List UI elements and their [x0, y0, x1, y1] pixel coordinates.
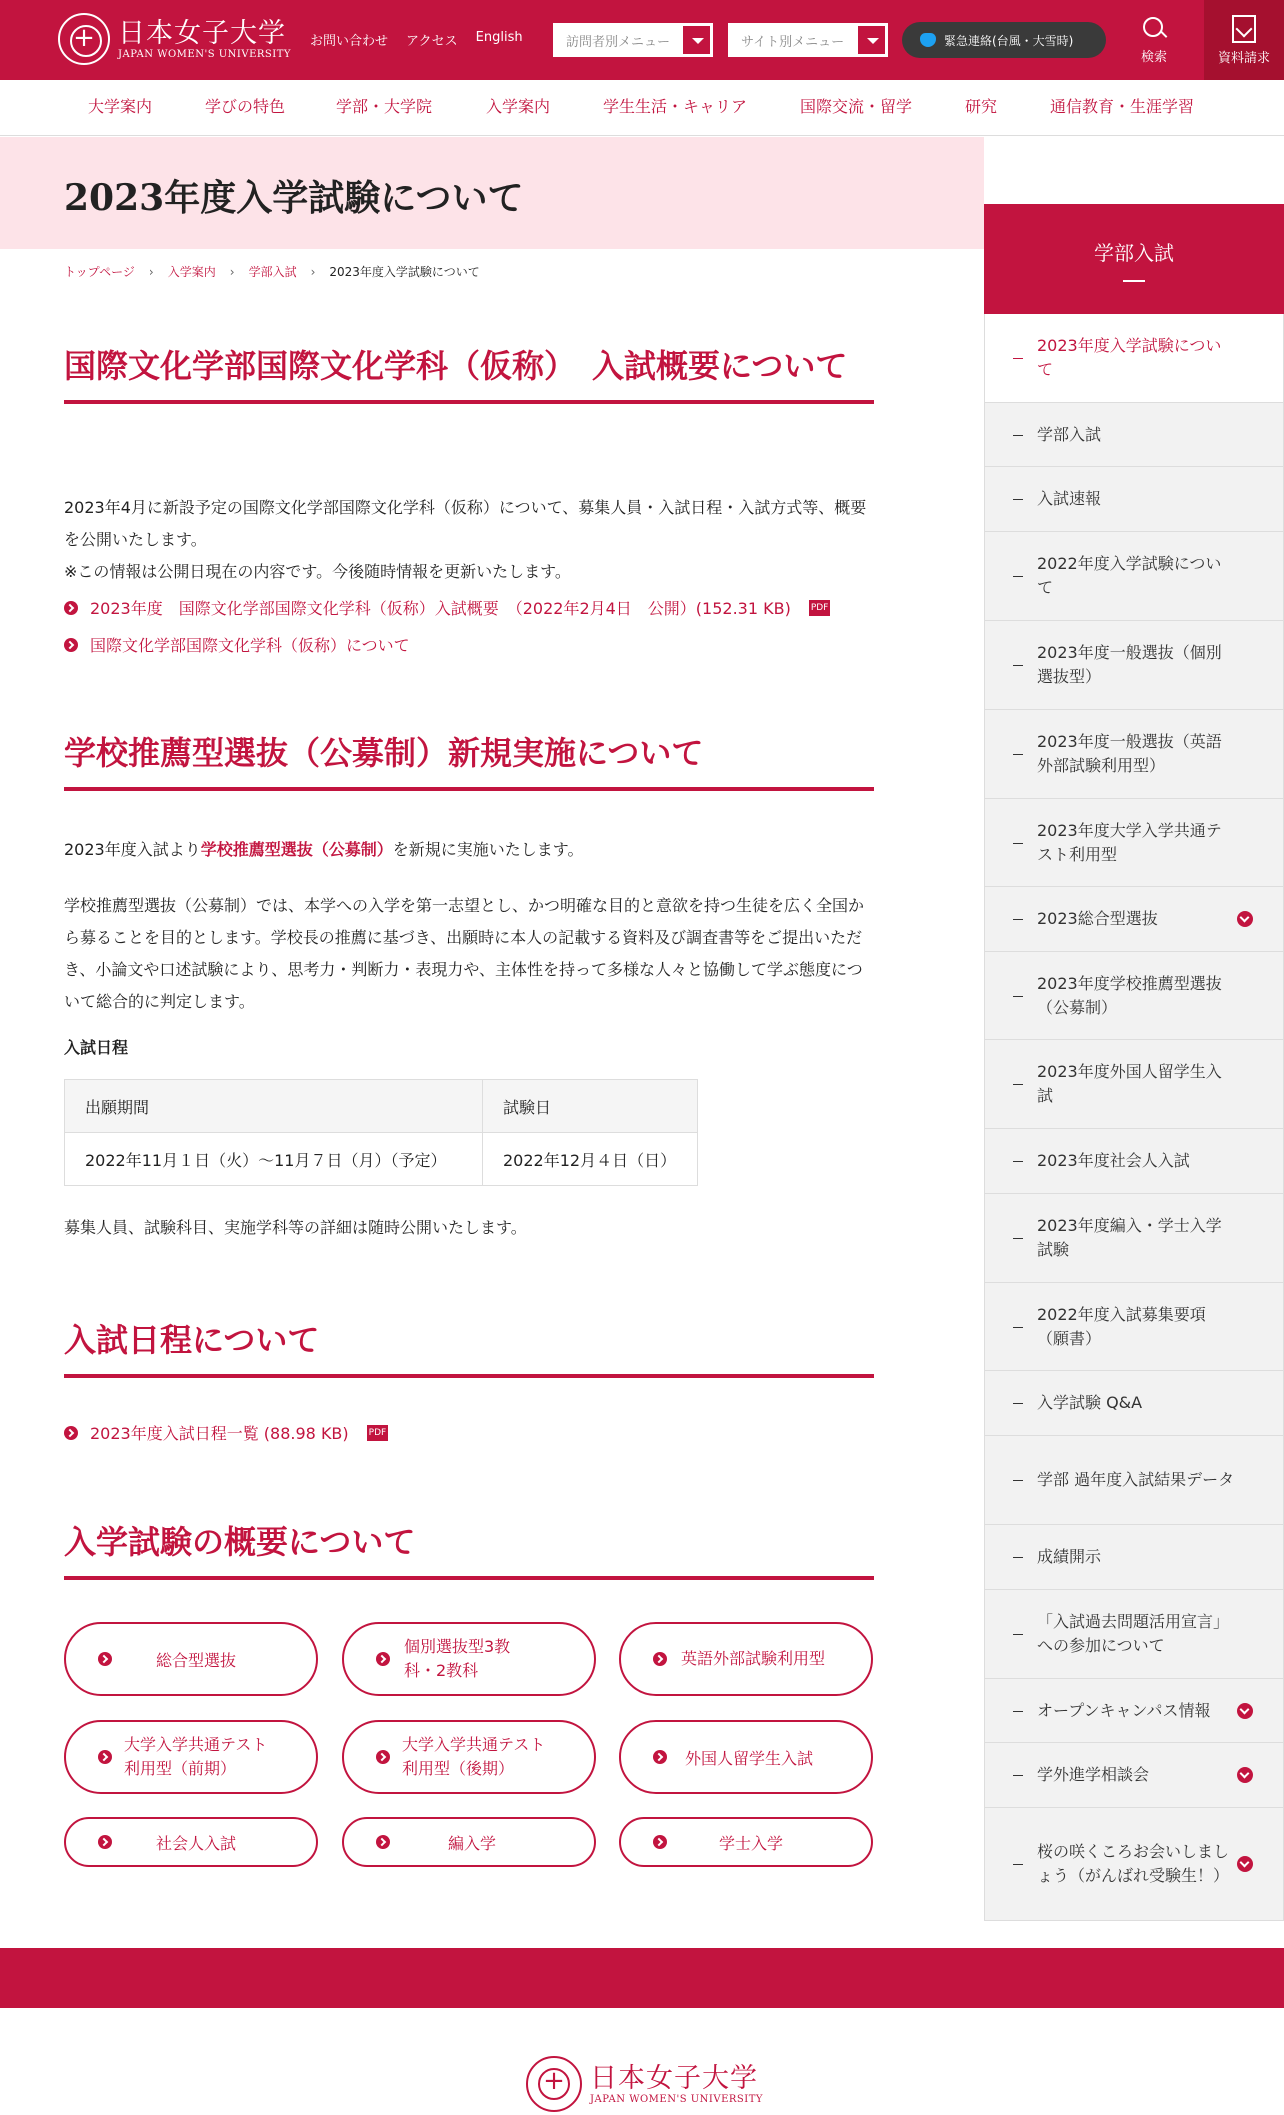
arrow-circle-icon: [376, 1835, 390, 1849]
twitter-icon: [920, 33, 936, 47]
sidebar-item-adult[interactable]: [984, 1129, 1284, 1194]
table-header: 出願期間: [65, 1080, 483, 1133]
global-nav: [0, 80, 1284, 136]
sidebar-item-label: 成績開示: [1037, 1547, 1102, 1566]
arrow-circle-icon: [98, 1835, 112, 1849]
logo-name-en: JAPAN WOMEN'S UNIVERSITY: [118, 48, 291, 60]
table-header: 試験日: [483, 1080, 698, 1133]
footer-logo[interactable]: [526, 2056, 763, 2112]
section-text: [64, 834, 874, 866]
arrow-circle-icon: [98, 1750, 112, 1764]
table-row: [65, 1133, 698, 1186]
button-label: 総合型選抜: [156, 1650, 237, 1670]
arrow-circle-icon: [653, 1750, 667, 1764]
arrow-circle-icon: [64, 1426, 78, 1440]
search-button[interactable]: [1112, 0, 1196, 80]
sidebar-item-label: 学部 過年度入試結果データ: [1037, 1470, 1235, 1489]
table-cell: 2022年11月１日（火）〜11月７日（月）（予定）: [65, 1133, 483, 1186]
chevron-down-icon: [856, 24, 887, 56]
schedule-table: [64, 1079, 698, 1186]
breadcrumb-separator-icon: ›: [229, 264, 235, 279]
sidebar-item-cheer[interactable]: [984, 1808, 1284, 1921]
button-label: 編入学: [448, 1833, 497, 1853]
site-menu-select[interactable]: [728, 23, 888, 57]
link-label: 2023年度入試日程一覧 (88.98 KB): [90, 1424, 349, 1443]
intro-text: 2023年度入試より: [64, 840, 201, 859]
gnav-item-international[interactable]: 国際交流・留学: [800, 97, 913, 116]
sidebar-item-label: 学外進学相談会: [1037, 1765, 1150, 1784]
sidebar-item-label: 入試速報: [1037, 489, 1102, 508]
sidebar-item-label: 2022年度入学試験について: [1037, 554, 1222, 597]
arrow-circle-icon: [376, 1750, 390, 1764]
chevron-down-icon[interactable]: [1237, 1856, 1253, 1872]
sidebar-item-label: 2023年度大学入学共通テスト利用型: [1037, 820, 1222, 864]
sidebar-item-2023-exams[interactable]: [984, 314, 1284, 403]
arrow-circle-icon: [653, 1652, 667, 1666]
search-label: 検索: [1140, 49, 1167, 65]
breadcrumb-home[interactable]: トップページ: [64, 265, 135, 279]
emergency-label: 緊急連絡(台風・大雪時): [944, 33, 1074, 48]
link-label: 国際文化学部国際文化学科（仮称）について: [90, 636, 410, 655]
sidebar-item-label: 2023年度社会人入試: [1037, 1151, 1190, 1170]
arrow-circle-icon: [64, 601, 78, 615]
sidebar-item-past-results[interactable]: [984, 1436, 1284, 1525]
section-heading-recommendation: 学校推薦型選抜（公募制）新規実施について: [64, 731, 874, 791]
university-seal-icon: [58, 13, 110, 65]
contact-link[interactable]: お問い合わせ: [310, 34, 389, 49]
table-cell: 2022年12月４日（日）: [483, 1133, 698, 1186]
sidebar-item-label: 2023年度一般選抜（英語外部試験利用型）: [1037, 732, 1222, 775]
gnav-item-about[interactable]: 大学案内: [88, 97, 153, 116]
sidebar-item-general-individual[interactable]: [984, 621, 1284, 710]
document-icon: [1232, 15, 1256, 43]
sidebar-item-past-questions[interactable]: [984, 1590, 1284, 1679]
footer-logo-name-en: JAPAN WOMEN'S UNIVERSITY: [590, 2093, 763, 2105]
sidebar-item-news[interactable]: [984, 467, 1284, 532]
sidebar-item-recommendation[interactable]: [984, 952, 1284, 1040]
chevron-down-icon: [681, 24, 712, 56]
button-label: 大学入学共通テスト利用型（前期）: [124, 1735, 268, 1778]
chevron-down-icon[interactable]: [1237, 1703, 1253, 1719]
link-intl-faculty[interactable]: [64, 633, 410, 656]
breadcrumb-separator-icon: ›: [310, 264, 316, 279]
sidebar-item-label: 「入試過去問題活用宣言」への参加について: [1037, 1612, 1230, 1655]
button-label: 外国人留学生入試: [685, 1748, 814, 1768]
section-heading-overview: 入学試験の概要について: [64, 1520, 874, 1580]
exam-button-comprehensive[interactable]: [64, 1622, 318, 1696]
sidebar-item-international[interactable]: [984, 1040, 1284, 1129]
sidebar-item-label: 2023年度一般選抜（個別選抜型）: [1037, 643, 1222, 686]
gnav-item-faculties[interactable]: 学部・大学院: [336, 97, 433, 116]
gnav-item-research[interactable]: 研究: [965, 97, 998, 116]
visitor-menu-label: 訪問者別メニュー: [566, 34, 671, 50]
button-label: 個別選抜型3教科・2教科: [404, 1637, 511, 1680]
sidebar-item-label: 桜の咲くころお会いしましょう（がんばれ受験生！）: [1037, 1842, 1230, 1885]
schedule-heading: 入試日程: [64, 1038, 129, 1057]
button-label: 英語外部試験利用型: [681, 1649, 826, 1668]
access-link[interactable]: アクセス: [406, 34, 458, 49]
link-label: 2023年度 国際文化学部国際文化学科（仮称）入試概要 （2022年2月4日 公開）(152.31 KB): [90, 599, 791, 618]
utility-links: [310, 30, 523, 49]
button-label: 大学入学共通テスト利用型（後期）: [402, 1735, 546, 1778]
breadcrumb-current: 2023年度入学試験について: [329, 265, 480, 279]
exam-button-international-students[interactable]: [619, 1720, 873, 1794]
arrow-circle-icon: [64, 638, 78, 652]
sidebar-item-open-campus[interactable]: [984, 1679, 1284, 1743]
request-materials-button[interactable]: [1204, 0, 1284, 80]
arrow-circle-icon: [98, 1652, 112, 1666]
exam-button-english[interactable]: [619, 1622, 873, 1696]
breadcrumb: [64, 263, 480, 280]
visitor-menu-select[interactable]: [553, 23, 713, 57]
pdf-link-intl-overview[interactable]: [64, 596, 830, 619]
pdf-icon: PDF: [809, 600, 831, 616]
arrow-circle-icon: [653, 1835, 667, 1849]
section-note: ※この情報は公開日現在の内容です。今後随時情報を更新いたします。: [64, 562, 571, 581]
sidebar-heading-label: 学部入試: [1094, 240, 1174, 265]
breadcrumb-undergrad[interactable]: 学部入試: [248, 265, 297, 279]
gnav-item-features[interactable]: 学びの特色: [205, 97, 286, 116]
sidebar-item-undergrad[interactable]: [984, 403, 1284, 467]
sidebar-item-label: 2023年度編入・学士入学試験: [1037, 1216, 1222, 1259]
exam-button-individual[interactable]: [342, 1622, 596, 1696]
chevron-down-icon[interactable]: [1237, 911, 1253, 927]
gnav-item-student-life[interactable]: 学生生活・キャリア: [603, 97, 748, 116]
section-heading-intl-culture: 国際文化学部国際文化学科（仮称） 入試概要について: [64, 344, 874, 404]
sidebar-item-common-test[interactable]: [984, 799, 1284, 887]
exam-button-adult[interactable]: [64, 1817, 318, 1867]
sidebar-item-label: 2023年度学校推薦型選抜（公募制）: [1037, 973, 1222, 1017]
search-icon: [1141, 16, 1167, 42]
exam-button-transfer[interactable]: [342, 1817, 596, 1867]
site-menu-label: サイト別メニュー: [741, 34, 845, 50]
section-text: 学校推薦型選抜（公募制）では、本学への入学を第一志望とし、かつ明確な目的と意欲を持つ生徒を広く全国から募ることを目的とします。学校長の推薦に基づき、出願時に本人の記載する資料及び調査書等をご提出いただき、小論文や口述試験により、思考力・判断力・表現力や、主体性を持って多様な人々と協働して学ぶ態度について総合的に判定します。: [64, 896, 865, 1011]
sidebar-item-label: 2023年度外国人留学生入試: [1037, 1062, 1222, 1105]
sidebar-item-label: オープンキャンパス情報: [1037, 1700, 1211, 1720]
breadcrumb-admissions[interactable]: 入学案内: [167, 265, 216, 279]
sidebar-item-label: 入学試験 Q&A: [1037, 1393, 1143, 1412]
section-heading-schedule: 入試日程について: [64, 1318, 874, 1378]
gnav-item-distance-learning[interactable]: 通信教育・生涯学習: [1050, 97, 1195, 116]
sidebar-item-label: 2023総合型選抜: [1037, 909, 1158, 928]
sidebar-heading[interactable]: [984, 204, 1284, 314]
sidebar-item-transfer[interactable]: [984, 1194, 1284, 1283]
sidebar-item-comprehensive[interactable]: [984, 887, 1284, 952]
exam-button-common-test-early[interactable]: [64, 1720, 318, 1794]
section-text: 2023年4月に新設予定の国際文化学部国際文化学科（仮称）について、募集人員・入試日程・入試方式等、概要を公開いたします。: [64, 498, 867, 549]
section-note: 募集人員、試験科目、実施学科等の詳細は随時公開いたします。: [64, 1218, 527, 1237]
exam-button-bachelor[interactable]: [619, 1817, 873, 1867]
university-seal-icon: [526, 2056, 582, 2112]
pdf-icon: PDF: [367, 1425, 389, 1441]
footer-band: [0, 1948, 1284, 2008]
sidebar-item-faq[interactable]: [984, 1371, 1284, 1436]
sidebar-item-score-disclosure[interactable]: [984, 1525, 1284, 1590]
sidebar-item-label: 学部入試: [1037, 424, 1102, 444]
site-logo[interactable]: [58, 13, 291, 65]
sidebar-item-guidelines[interactable]: [984, 1283, 1284, 1371]
page-title: 2023年度入学試験について: [64, 177, 524, 219]
sidebar-item-general-english[interactable]: [984, 710, 1284, 799]
request-label: 資料請求: [1217, 50, 1270, 66]
emergency-twitter-button[interactable]: [902, 22, 1106, 58]
gnav-item-admissions[interactable]: 入学案内: [486, 97, 551, 116]
sidebar-item-label: 2022年度入試募集要項（願書）: [1037, 1304, 1206, 1348]
table-header-row: [65, 1080, 698, 1133]
breadcrumb-separator-icon: ›: [148, 264, 154, 279]
button-label: 社会人入試: [156, 1833, 237, 1853]
intro-emphasis: 学校推薦型選抜（公募制）: [200, 840, 393, 859]
intro-text: を新規に実施いたします。: [392, 840, 584, 859]
sidebar-item-consultation[interactable]: [984, 1743, 1284, 1808]
pdf-link-schedule[interactable]: [64, 1421, 388, 1444]
site-header: [0, 0, 1284, 80]
english-link[interactable]: English: [475, 30, 523, 45]
logo-name-ja: 日本女子大学: [118, 17, 286, 49]
sidebar: [984, 204, 1284, 1921]
footer-logo-name-ja: 日本女子大学: [590, 2062, 758, 2094]
button-label: 学士入学: [719, 1833, 784, 1853]
exam-button-common-test-late[interactable]: [342, 1720, 596, 1794]
sidebar-item-2022-exams[interactable]: [984, 532, 1284, 621]
chevron-down-icon[interactable]: [1237, 1767, 1253, 1783]
arrow-circle-icon: [376, 1652, 390, 1666]
sidebar-item-label: 2023年度入学試験について: [1037, 336, 1222, 379]
